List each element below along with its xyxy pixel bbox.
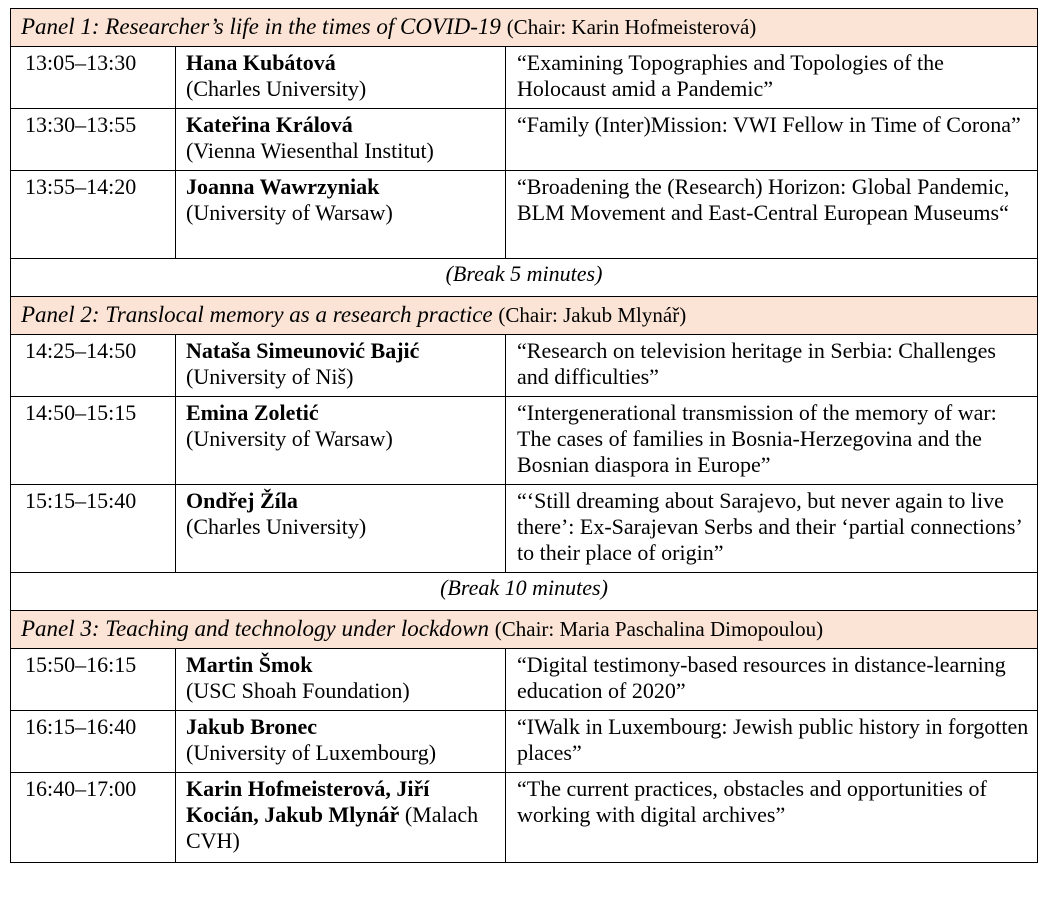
talk-title: “Family (Inter)Mission: VWI Fellow in Time of Corona”	[506, 109, 1038, 171]
break-row	[11, 259, 1038, 297]
speaker-name: Emina Zoletić	[186, 400, 319, 425]
talk-row	[11, 711, 1038, 773]
talk-time: 13:05–13:30	[11, 47, 176, 109]
speaker-name: Karin Hofmeisterová, Jiří Kocián, Jakub Mlynář	[186, 776, 430, 827]
speaker-name: Hana Kubátová	[186, 50, 336, 75]
talk-speaker-cell	[176, 47, 506, 109]
talk-title: “Digital testimony-based resources in distance-learning education of 2020”	[506, 649, 1038, 711]
talk-time: 16:15–16:40	[11, 711, 176, 773]
talk-title: “Research on television heritage in Serbia: Challenges and difficulties”	[506, 335, 1038, 397]
speaker-name: Jakub Bronec	[186, 714, 318, 739]
speaker-affiliation: (University of Niš)	[186, 364, 354, 389]
talk-row	[11, 773, 1038, 863]
panel-title: Panel 1: Researcher’s life in the times of COVID-19	[21, 14, 501, 39]
talk-row	[11, 335, 1038, 397]
talk-time: 13:55–14:20	[11, 171, 176, 259]
break-label: (Break 5 minutes)	[11, 259, 1038, 297]
panel-title: Panel 2: Translocal memory as a research practice	[21, 302, 493, 327]
talk-row	[11, 47, 1038, 109]
talk-time: 16:40–17:00	[11, 773, 176, 863]
talk-title: “‘Still dreaming about Sarajevo, but never again to live there’: Ex-Sarajevan Serbs and their ‘partial connections’ to their place of origin”	[506, 485, 1038, 573]
speaker-name: Nataša Simeunović Bajić	[186, 338, 420, 363]
talk-title: “IWalk in Luxembourg: Jewish public history in forgotten places”	[506, 711, 1038, 773]
talk-row	[11, 109, 1038, 171]
talk-title: “Examining Topographies and Topologies of the Holocaust amid a Pandemic”	[506, 47, 1038, 109]
program-schedule-table	[10, 8, 1038, 863]
panel-chair: (Chair: Maria Paschalina Dimopoulou)	[494, 617, 824, 641]
talk-row	[11, 649, 1038, 711]
talk-speaker-cell	[176, 711, 506, 773]
speaker-affiliation: (Charles University)	[186, 514, 367, 539]
talk-time: 13:30–13:55	[11, 109, 176, 171]
talk-speaker-cell	[176, 335, 506, 397]
talk-speaker-cell	[176, 485, 506, 573]
talk-row	[11, 171, 1038, 259]
talk-title: “Intergenerational transmission of the memory of war: The cases of families in Bosnia-Herzegovina and the Bosnian diaspora in Europe”	[506, 397, 1038, 485]
talk-row	[11, 397, 1038, 485]
break-row	[11, 573, 1038, 611]
talk-title: “Broadening the (Research) Horizon: Global Pandemic, BLM Movement and East-Central European Museums“	[506, 171, 1038, 259]
panel-chair: (Chair: Karin Hofmeisterová)	[506, 15, 757, 39]
talk-speaker-cell	[176, 397, 506, 485]
speaker-affiliation: (Charles University)	[186, 76, 367, 101]
speaker-affiliation: (University of Warsaw)	[186, 426, 393, 451]
break-label: (Break 10 minutes)	[11, 573, 1038, 611]
speaker-affiliation: (University of Warsaw)	[186, 200, 393, 225]
talk-time: 15:15–15:40	[11, 485, 176, 573]
talk-speaker-cell	[176, 773, 506, 863]
panel-title: Panel 3: Teaching and technology under lockdown	[21, 616, 490, 641]
talk-time: 15:50–16:15	[11, 649, 176, 711]
talk-speaker-cell	[176, 649, 506, 711]
speaker-name: Martin Šmok	[186, 652, 313, 677]
talk-time: 14:25–14:50	[11, 335, 176, 397]
panel-header	[11, 611, 1038, 649]
speaker-name: Ondřej Žíla	[186, 488, 298, 513]
talk-title: “The current practices, obstacles and opportunities of working with digital archives”	[506, 773, 1038, 863]
speaker-name: Joanna Wawrzyniak	[186, 174, 380, 199]
talk-row	[11, 485, 1038, 573]
speaker-affiliation: (Vienna Wiesenthal Institut)	[186, 138, 434, 163]
panel-header	[11, 297, 1038, 335]
speaker-affiliation: (Malach CVH)	[186, 802, 479, 853]
panel-header	[11, 9, 1038, 47]
talk-speaker-cell	[176, 171, 506, 259]
panel-chair: (Chair: Jakub Mlynář)	[498, 303, 687, 327]
speaker-name: Kateřina Králová	[186, 112, 353, 137]
speaker-affiliation: (University of Luxembourg)	[186, 740, 437, 765]
talk-time: 14:50–15:15	[11, 397, 176, 485]
speaker-affiliation: (USC Shoah Foundation)	[186, 678, 410, 703]
talk-speaker-cell	[176, 109, 506, 171]
